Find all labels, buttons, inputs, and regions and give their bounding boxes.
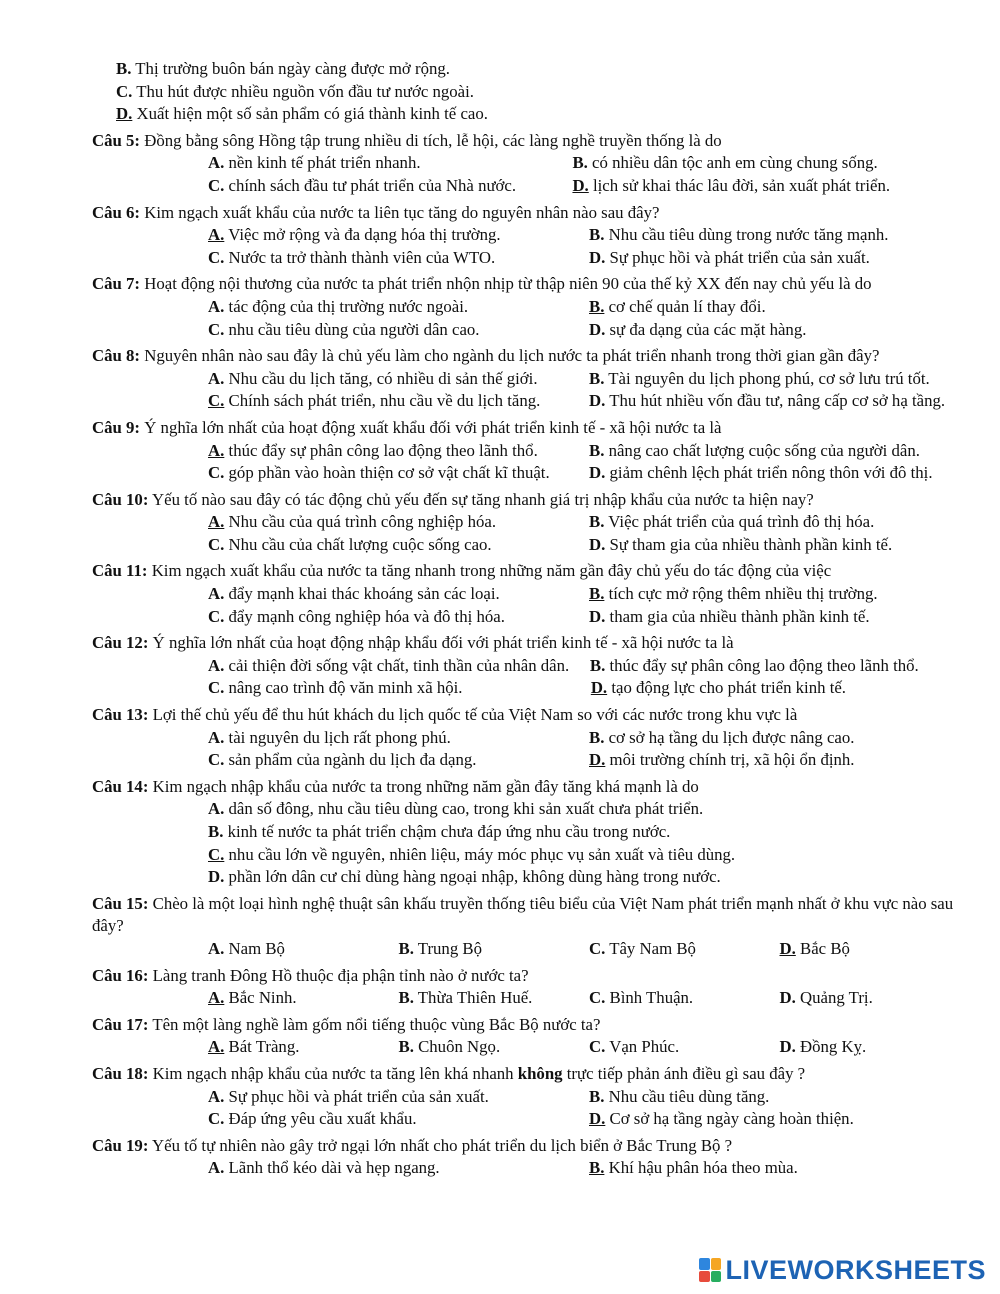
option-a[interactable] <box>208 224 589 247</box>
option-letter: C. <box>208 247 225 267</box>
previous-question-options <box>0 58 1000 1180</box>
question-text <box>92 704 970 727</box>
option-c[interactable] <box>208 175 572 198</box>
option-letter: A. <box>208 988 225 1008</box>
question-stem: Đồng bằng sông Hồng tập trung nhiều di tích, lễ hội, các làng nghề truyền thống là do <box>144 130 722 150</box>
option-text: dân số đông, nhu cầu tiêu dùng cao, trong khi sản xuất chưa phát triển. <box>228 799 704 819</box>
option-text: Sự phục hồi và phát triển của sản xuất. <box>228 1086 489 1106</box>
option-a[interactable] <box>208 1086 589 1109</box>
option-b[interactable] <box>572 152 970 175</box>
option-letter: A. <box>208 938 225 958</box>
logo-tile <box>699 1258 710 1270</box>
option-b[interactable] <box>589 1157 970 1180</box>
option-text: Nam Bộ <box>228 938 285 958</box>
option-text: Đồng Kỵ. <box>800 1037 867 1057</box>
question-7 <box>92 273 970 341</box>
option-b[interactable] <box>589 368 970 391</box>
question-list <box>0 130 1000 1180</box>
option-row <box>208 798 970 821</box>
option-text: tài nguyên du lịch rất phong phú. <box>228 727 451 747</box>
option-letter: B. <box>589 1086 605 1106</box>
option-a[interactable] <box>208 727 589 750</box>
option-row <box>208 247 970 270</box>
option-text: Thừa Thiên Huế. <box>417 988 533 1008</box>
option-text: Lãnh thổ kéo dài và hẹp ngang. <box>228 1158 440 1178</box>
option-letter: B. <box>589 440 605 460</box>
option-letter: A. <box>208 727 225 747</box>
logo-tile <box>711 1271 722 1283</box>
option-letter: C. <box>208 844 225 864</box>
option-d[interactable] <box>589 606 970 629</box>
option-row <box>208 606 970 629</box>
option-text: Nhu cầu tiêu dùng trong nước tăng mạnh. <box>608 225 889 245</box>
option-text: Xuất hiện một số sản phẩm có giá thành kinh tế cao. <box>136 104 488 124</box>
option-text: cơ sở hạ tầng du lịch được nâng cao. <box>608 727 855 747</box>
option-text: tích cực mở rộng thêm nhiều thị trường. <box>608 584 878 604</box>
option-letter: D. <box>116 104 133 124</box>
option-letter: A. <box>208 368 225 388</box>
option-row <box>208 749 970 772</box>
option-b[interactable] <box>589 440 970 463</box>
question-stem: trực tiếp phản ánh điều gì sau đây ? <box>566 1063 806 1083</box>
option-text: nhu cầu tiêu dùng của người dân cao. <box>228 319 480 339</box>
option-a[interactable] <box>208 296 589 319</box>
option-letter: B. <box>572 153 588 173</box>
option-letter: C. <box>208 1109 225 1129</box>
option-text: cải thiện đời sống vật chất, tinh thần của nhân dân. <box>228 655 570 675</box>
question-stem: Kim ngạch nhập khẩu của nước ta tăng lên khá nhanh <box>152 1063 514 1083</box>
option-text: Thu hút được nhiều nguồn vốn đầu tư nước ngoài. <box>136 81 474 101</box>
question-text <box>92 632 970 655</box>
option-text: đẩy mạnh khai thác khoáng sản các loại. <box>228 584 500 604</box>
option-row <box>208 677 970 700</box>
option-a[interactable] <box>208 368 589 391</box>
option-letter: C. <box>208 175 225 195</box>
option-letter: D. <box>779 1037 796 1057</box>
option-row <box>208 583 970 606</box>
option-d[interactable] <box>116 103 488 126</box>
option-letter: A. <box>208 1037 225 1057</box>
option-letter: D. <box>589 463 606 483</box>
question-text <box>92 1014 970 1037</box>
option-c[interactable] <box>208 390 589 413</box>
option-letter: C. <box>208 678 225 698</box>
question-text <box>92 489 970 512</box>
option-letter: B. <box>589 727 605 747</box>
option-text: thúc đẩy sự phân công lao động theo lãnh thổ. <box>228 440 538 460</box>
option-text: đẩy mạnh công nghiệp hóa và đô thị hóa. <box>228 606 505 626</box>
option-letter: C. <box>208 534 225 554</box>
option-c[interactable] <box>208 844 735 867</box>
question-number: Câu 19: <box>92 1135 149 1155</box>
option-letter: A. <box>208 584 225 604</box>
option-b[interactable] <box>589 1086 970 1109</box>
option-c[interactable] <box>208 1108 589 1131</box>
question-19 <box>92 1135 970 1180</box>
option-text: góp phần vào hoàn thiện cơ sở vật chất kĩ thuật. <box>228 463 550 483</box>
option-b[interactable] <box>399 987 590 1010</box>
option-c[interactable] <box>589 987 780 1010</box>
option-letter: C. <box>208 606 225 626</box>
option-text: chính sách đầu tư phát triển của Nhà nước. <box>228 175 517 195</box>
logo-tile <box>699 1271 710 1283</box>
question-text <box>92 560 970 583</box>
option-letter: D. <box>572 175 589 195</box>
question-17 <box>92 1014 970 1059</box>
option-letter: A. <box>208 1086 225 1106</box>
question-stem: Ý nghĩa lớn nhất của hoạt động nhập khẩu đối với phát triển kinh tế - xã hội nước ta là <box>152 633 734 653</box>
option-text: tác động của thị trường nước ngoài. <box>228 296 469 316</box>
question-number: Câu 16: <box>92 965 149 985</box>
option-letter: B. <box>208 822 224 841</box>
option-row <box>208 296 970 319</box>
option-b[interactable] <box>589 583 970 606</box>
option-text: Sự tham gia của nhiều thành phần kinh tế. <box>609 534 893 554</box>
liveworksheets-wordmark: LIVEWORKSHEETS <box>725 1254 986 1285</box>
option-d[interactable] <box>589 247 970 270</box>
option-text: Quảng Trị. <box>800 988 873 1008</box>
option-text: Bình Thuận. <box>609 988 694 1008</box>
question-16 <box>92 965 970 1010</box>
option-letter: C. <box>116 81 133 101</box>
option-text: Nhu cầu du lịch tăng, có nhiều di sản thế giới. <box>228 368 538 388</box>
question-text <box>92 345 970 368</box>
option-text: Sự phục hồi và phát triển của sản xuất. <box>609 247 870 267</box>
option-row <box>208 440 970 463</box>
question-stem: Kim ngạch xuất khẩu của nước ta tăng nhanh trong những năm gần đây chủ yếu do tác động của việc <box>151 561 832 581</box>
option-text: Tây Nam Bộ <box>609 938 696 958</box>
question-number: Câu 17: <box>92 1014 149 1034</box>
option-letter: A. <box>208 225 225 245</box>
option-letter: A. <box>208 1158 225 1178</box>
option-c[interactable] <box>208 534 589 557</box>
option-c[interactable] <box>208 462 589 485</box>
option-text: Chính sách phát triển, nhu cầu về du lịch tăng. <box>228 391 541 411</box>
option-text: nâng cao chất lượng cuộc sống của người dân. <box>608 440 920 460</box>
option-c[interactable] <box>116 81 474 104</box>
question-stem: Lợi thế chủ yếu để thu hút khách du lịch quốc tế của Việt Nam so với các nước trong khu vực là <box>152 705 798 725</box>
question-13 <box>92 704 970 772</box>
question-text <box>92 893 970 938</box>
option-text: cơ chế quản lí thay đổi. <box>608 296 766 316</box>
question-number: Câu 18: <box>92 1063 149 1083</box>
option-row <box>208 319 970 342</box>
option-row <box>116 58 1000 81</box>
question-stem: Kim ngạch nhập khẩu của nước ta trong những năm gần đây tăng khá mạnh là do <box>152 776 699 796</box>
option-letter: B. <box>116 59 132 78</box>
question-6 <box>92 202 970 270</box>
question-number: Câu 10: <box>92 489 149 509</box>
option-a[interactable] <box>208 1157 589 1180</box>
option-text: nhu cầu lớn về nguyên, nhiên liệu, máy móc phục vụ sản xuất và tiêu dùng. <box>228 844 736 864</box>
question-10 <box>92 489 970 557</box>
option-a[interactable] <box>208 440 589 463</box>
option-a[interactable] <box>208 511 589 534</box>
option-text: thúc đẩy sự phân công lao động theo lãnh thổ. <box>609 655 919 675</box>
option-text: tham gia của nhiều thành phần kinh tế. <box>609 606 870 626</box>
option-text: nền kinh tế phát triển nhanh. <box>228 153 421 173</box>
option-text: sản phẩm của ngành du lịch đa dạng. <box>228 750 477 770</box>
option-text: nâng cao trình độ văn minh xã hội. <box>228 678 463 698</box>
question-stem: Nguyên nhân nào sau đây là chủ yếu làm cho ngành du lịch nước ta phát triển nhanh trong thời gian gần đây? <box>144 346 880 366</box>
option-text: Cơ sở hạ tầng ngày càng hoàn thiện. <box>609 1109 854 1129</box>
option-b[interactable] <box>589 224 970 247</box>
option-letter: D. <box>208 867 225 887</box>
option-text: Bát Tràng. <box>228 1037 300 1057</box>
option-row <box>208 987 970 1010</box>
option-d[interactable] <box>589 462 970 485</box>
option-text: có nhiều dân tộc anh em cùng chung sống. <box>592 153 878 173</box>
option-row <box>208 534 970 557</box>
option-d[interactable] <box>780 938 971 961</box>
option-b[interactable] <box>399 1036 590 1059</box>
option-b[interactable] <box>590 655 970 678</box>
option-row <box>208 1108 970 1131</box>
option-letter: D. <box>589 534 606 554</box>
option-text: Vạn Phúc. <box>609 1037 680 1057</box>
question-number: Câu 15: <box>92 893 149 913</box>
question-keyword: không <box>517 1063 563 1083</box>
option-d[interactable] <box>589 1108 970 1131</box>
option-letter: D. <box>589 606 606 626</box>
option-letter: D. <box>589 391 606 411</box>
question-stem: Chèo là một loại hình nghệ thuật sân khấu truyền thống tiêu biểu của Việt Nam phát triển mạnh nhất ở khu vực nào sau đây? <box>92 893 954 936</box>
option-c[interactable] <box>208 319 589 342</box>
question-stem: Tên một làng nghề làm gốm nổi tiếng thuộc vùng Bắc Bộ nước ta? <box>152 1014 601 1034</box>
option-b[interactable] <box>589 511 970 534</box>
option-row <box>208 462 970 485</box>
question-5 <box>92 130 970 198</box>
question-text <box>92 130 970 153</box>
option-text: Chuôn Ngọ. <box>418 1037 501 1057</box>
option-letter: D. <box>589 750 606 770</box>
option-letter: B. <box>398 1037 414 1057</box>
liveworksheets-logo-icon <box>699 1258 721 1282</box>
option-d[interactable] <box>780 987 971 1010</box>
option-row <box>208 938 970 961</box>
option-b[interactable] <box>116 58 450 81</box>
option-c[interactable] <box>208 677 591 700</box>
option-row <box>208 511 970 534</box>
option-text: Thu hút nhiều vốn đầu tư, nâng cấp cơ sở hạ tầng. <box>609 391 946 411</box>
option-letter: D. <box>590 678 608 698</box>
option-text: Trung Bộ <box>417 938 482 958</box>
option-text: phần lớn dân cư chỉ dùng hàng ngoại nhập, không dùng hàng trong nước. <box>228 867 721 887</box>
question-15 <box>92 893 970 961</box>
option-c[interactable] <box>589 1036 780 1059</box>
option-row <box>208 866 970 889</box>
option-letter: C. <box>208 750 225 770</box>
question-stem: Yếu tố nào sau đây có tác động chủ yếu đến sự tăng nhanh giá trị nhập khẩu của nước ta hiện nay? <box>152 489 814 509</box>
question-stem: Kim ngạch xuất khẩu của nước ta liên tục tăng do nguyên nhân nào sau đây? <box>144 202 660 222</box>
liveworksheets-brand <box>699 1254 986 1286</box>
option-row <box>208 368 970 391</box>
question-11 <box>92 560 970 628</box>
question-12 <box>92 632 970 700</box>
option-row <box>208 175 970 198</box>
option-text: Việc mở rộng và đa dạng hóa thị trường. <box>228 225 501 245</box>
option-d[interactable] <box>589 749 970 772</box>
option-row <box>208 821 970 844</box>
question-text <box>92 776 970 799</box>
option-letter: B. <box>589 512 605 532</box>
option-row <box>208 1157 970 1180</box>
option-a[interactable] <box>208 583 589 606</box>
option-d[interactable] <box>591 677 970 700</box>
option-d[interactable] <box>589 534 970 557</box>
question-18 <box>92 1063 970 1131</box>
option-a[interactable] <box>208 152 572 175</box>
option-letter: D. <box>779 988 796 1008</box>
option-row <box>208 152 970 175</box>
option-b[interactable] <box>589 296 970 319</box>
option-letter: A. <box>208 512 225 532</box>
option-text: giảm chênh lệch phát triển nông thôn với đô thị. <box>609 463 933 483</box>
question-stem: Làng tranh Đông Hồ thuộc địa phận tỉnh nào ở nước ta? <box>152 965 529 985</box>
question-text <box>92 965 970 988</box>
option-a[interactable] <box>208 655 590 678</box>
question-text <box>92 202 970 225</box>
option-letter: A. <box>208 153 225 173</box>
option-letter: B. <box>589 584 605 604</box>
option-a[interactable] <box>208 1036 399 1059</box>
option-c[interactable] <box>208 749 589 772</box>
option-text: sự đa dạng của các mặt hàng. <box>609 319 807 339</box>
question-14 <box>92 776 970 889</box>
option-c[interactable] <box>589 938 780 961</box>
question-text <box>92 417 970 440</box>
option-d[interactable] <box>572 175 970 198</box>
option-b[interactable] <box>399 938 590 961</box>
question-stem: Ý nghĩa lớn nhất của hoạt động xuất khẩu đối với phát triển kinh tế - xã hội nước ta là <box>144 417 722 437</box>
option-d[interactable] <box>589 319 970 342</box>
option-text: Thị trường buôn bán ngày càng được mở rộng. <box>135 59 450 78</box>
option-letter: A. <box>208 440 225 460</box>
option-d[interactable] <box>208 866 721 889</box>
option-letter: B. <box>589 225 605 245</box>
option-letter: C. <box>589 988 606 1008</box>
option-row <box>116 103 1000 126</box>
option-letter: A. <box>208 655 225 675</box>
option-letter: D. <box>779 938 796 958</box>
option-letter: C. <box>208 463 225 483</box>
logo-tile <box>711 1258 722 1270</box>
question-8 <box>92 345 970 413</box>
option-letter: A. <box>208 799 225 819</box>
option-row <box>208 1036 970 1059</box>
option-a[interactable] <box>208 987 399 1010</box>
option-text: tạo động lực cho phát triển kinh tế. <box>611 678 846 698</box>
option-b[interactable] <box>208 821 670 844</box>
question-number: Câu 6: <box>92 202 141 222</box>
question-number: Câu 5: <box>92 130 141 150</box>
option-letter: D. <box>589 319 606 339</box>
question-number: Câu 14: <box>92 776 149 796</box>
question-text <box>92 273 970 296</box>
option-letter: B. <box>398 938 414 958</box>
question-stem: Yếu tố tự nhiên nào gây trở ngại lớn nhất cho phát triển du lịch biển ở Bắc Trung Bộ ? <box>152 1135 733 1155</box>
option-letter: C. <box>589 1037 606 1057</box>
question-9 <box>92 417 970 485</box>
option-d[interactable] <box>780 1036 971 1059</box>
option-row <box>208 727 970 750</box>
option-letter: C. <box>208 319 225 339</box>
option-letter: D. <box>589 1109 606 1129</box>
option-text: Nước ta trở thành thành viên của WTO. <box>228 247 496 267</box>
option-letter: B. <box>398 988 414 1008</box>
question-number: Câu 8: <box>92 346 141 366</box>
option-row <box>208 1086 970 1109</box>
option-text: Bắc Ninh. <box>228 988 297 1008</box>
option-c[interactable] <box>208 247 589 270</box>
question-text <box>92 1063 970 1086</box>
option-text: Bắc Bộ <box>800 938 850 958</box>
option-letter: C. <box>208 391 225 411</box>
option-text: Đáp ứng yêu cầu xuất khẩu. <box>228 1109 417 1129</box>
option-b[interactable] <box>589 727 970 750</box>
option-letter: B. <box>589 368 605 388</box>
option-a[interactable] <box>208 798 703 821</box>
option-row <box>116 81 1000 104</box>
option-row <box>208 655 970 678</box>
option-text: Khí hậu phân hóa theo mùa. <box>608 1158 798 1178</box>
option-letter: C. <box>589 938 606 958</box>
option-text: Nhu cầu của quá trình công nghiệp hóa. <box>228 512 497 532</box>
question-number: Câu 11: <box>92 561 148 581</box>
option-text: Tài nguyên du lịch phong phú, cơ sở lưu trú tốt. <box>608 368 930 388</box>
question-number: Câu 13: <box>92 705 149 725</box>
option-row <box>208 844 970 867</box>
option-text: Nhu cầu tiêu dùng tăng. <box>608 1086 770 1106</box>
question-number: Câu 7: <box>92 274 141 294</box>
option-letter: B. <box>589 655 606 675</box>
option-d[interactable] <box>589 390 970 413</box>
option-row <box>208 224 970 247</box>
question-text <box>92 1135 970 1158</box>
option-a[interactable] <box>208 938 399 961</box>
option-text: lịch sử khai thác lâu đời, sản xuất phát triển. <box>592 175 891 195</box>
option-text: Việc phát triển của quá trình đô thị hóa. <box>608 512 875 532</box>
question-number: Câu 9: <box>92 417 141 437</box>
option-letter: B. <box>589 1158 605 1178</box>
option-text: môi trường chính trị, xã hội ổn định. <box>609 750 855 770</box>
question-number: Câu 12: <box>92 633 149 653</box>
option-letter: B. <box>589 296 605 316</box>
option-letter: D. <box>589 247 606 267</box>
option-row <box>208 390 970 413</box>
option-text: Nhu cầu của chất lượng cuộc sống cao. <box>228 534 492 554</box>
option-c[interactable] <box>208 606 589 629</box>
option-letter: A. <box>208 296 225 316</box>
question-stem: Hoạt động nội thương của nước ta phát triển nhộn nhịp từ thập niên 90 của thế kỷ XX đến nay chủ yếu là do <box>144 274 872 294</box>
option-text: kinh tế nước ta phát triển chậm chưa đáp ứng nhu cầu trong nước. <box>227 822 671 841</box>
